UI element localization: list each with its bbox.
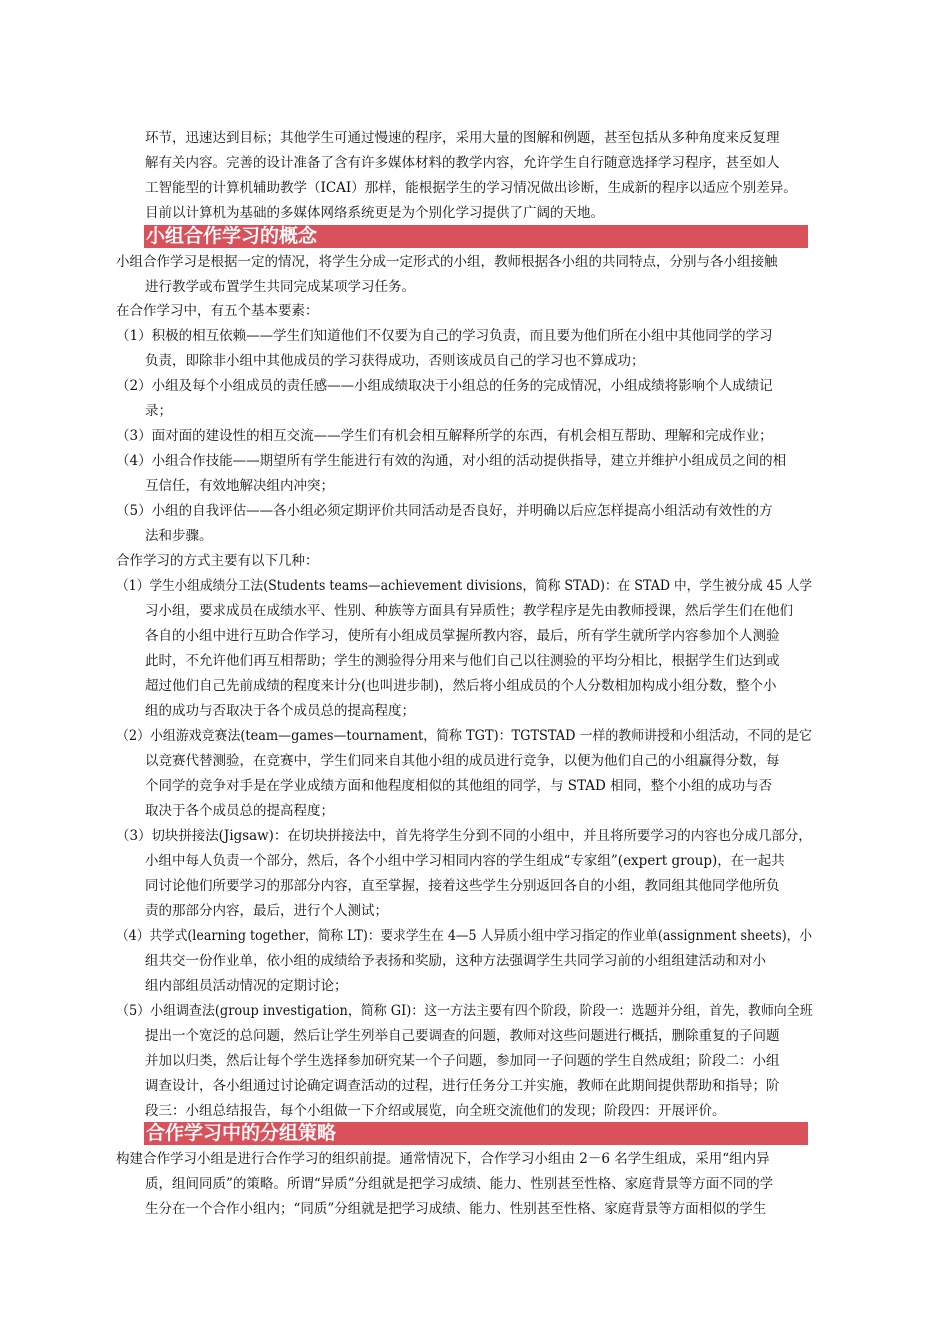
method-item-cont: 调查设计，各小组通过讨论确定调查活动的过程，进行任务分工并实施，教师在此期间提供帮助和指导；阶 xyxy=(145,1078,780,1094)
element-item-cont: 法和步骤。 xyxy=(145,528,213,544)
method-item-cont: 责的那部分内容，最后，进行个人测试； xyxy=(145,903,388,919)
element-item-cont: 负责，即除非小组中其他成员的学习获得成功，否则该成员自己的学习也不算成功； xyxy=(145,353,645,369)
element-item-cont: 录； xyxy=(145,403,172,419)
method-item-cont: 小组中每人负责一个部分，然后，各个小组中学习相同内容的学生组成“专家组”(expert group)，在一起共 xyxy=(145,853,785,869)
method-item-cont: 取决于各个成员总的提高程度； xyxy=(145,803,334,819)
method-item-cont: 以竞赛代替测验，在竞赛中，学生们同来自其他小组的成员进行竞争，以便为他们自己的小组赢得分数，每 xyxy=(145,753,780,769)
method-item: （4）共学式(learning together，简称 LT)：要求学生在 4—5 人异质小组中学习指定的作业单(assignment sheets)，小 xyxy=(116,928,812,944)
element-item: （1）积极的相互依赖——学生们知道他们不仅要为自己的学习负责，而且要为他们所在小组中其他同学的学习 xyxy=(116,328,773,344)
method-item-cont: 组的成功与否取决于各个成员总的提高程度； xyxy=(145,703,415,719)
section-heading-concept: 小组合作学习的概念 xyxy=(144,225,808,248)
method-item-cont: 超过他们自己先前成绩的程度来计分(也叫进步制)，然后将小组成员的个人分数相加构成小组分数，整个小 xyxy=(145,678,777,694)
method-item-cont: 并加以归类，然后让每个学生选择参加研究某一个子问题，参加同一子问题的学生自然成组；阶段二：小组 xyxy=(145,1053,780,1069)
grouping-line: 质，组间同质”的策略。所谓“异质”分组就是把学习成绩、能力、性别甚至性格、家庭背景等方面不同的学 xyxy=(145,1176,774,1192)
grouping-line: 生分在一个合作小组内；“同质”分组就是把学习成绩、能力、性别甚至性格、家庭背景等方面相似的学生 xyxy=(145,1201,767,1217)
intro-line: 解有关内容。完善的设计准备了含有许多媒体材料的教学内容，允许学生自行随意选择学习程序，甚至如人 xyxy=(145,155,780,171)
method-item-cont: 组内部组员活动情况的定期讨论； xyxy=(145,978,348,994)
intro-line: 环节，迅速达到目标；其他学生可通过慢速的程序，采用大量的图解和例题，甚至包括从多种角度来反复理 xyxy=(145,130,780,146)
method-item: （3）切块拼接法(Jigsaw)：在切块拼接法中，首先将学生分到不同的小组中，并且将所要学习的内容也分成几部分， xyxy=(116,828,812,844)
method-item-cont: 提出一个宽泛的总问题，然后让学生列举自己要调查的问题，教师对这些问题进行概括，删除重复的子问题 xyxy=(145,1028,780,1044)
element-item: （5）小组的自我评估——各小组必须定期评价共同活动是否良好，并明确以后应怎样提高小组活动有效性的方 xyxy=(116,503,773,519)
method-item-cont: 组共交一份作业单，依小组的成绩给予表扬和奖励，这种方法强调学生共同学习前的小组组建活动和对小 xyxy=(145,953,766,969)
definition-line: 进行教学或布置学生共同完成某项学习任务。 xyxy=(145,279,415,295)
method-item-cont: 同讨论他们所要学习的那部分内容，直至掌握，接着这些学生分别返回各自的小组，教同组其他同学他所负 xyxy=(145,878,780,894)
method-item: （2）小组游戏竞赛法(team—games—tournament，简称 TGT)：TGTSTAD 一样的教师讲授和小组活动，不同的是它 xyxy=(116,728,812,744)
method-item-cont: 习小组，要求成员在成绩水平、性别、种族等方面具有异质性；教学程序是先由教师授课，然后学生们在他们 xyxy=(145,603,793,619)
grouping-line: 构建合作学习小组是进行合作学习的组织前提。通常情况下，合作学习小组由 2－6 名学生组成，采用“组内异 xyxy=(116,1151,770,1167)
elements-intro: 在合作学习中，有五个基本要素： xyxy=(116,303,319,319)
method-item: （5）小组调查法(group investigation，简称 GI)：这一方法主要有四个阶段，阶段一：选题并分组，首先，教师向全班 xyxy=(116,1003,813,1019)
method-item-cont: 个同学的竞争对手是在学业成绩方面和他程度相似的其他组的同学，与 STAD 相同，整个小组的成功与否 xyxy=(145,778,773,794)
methods-intro: 合作学习的方式主要有以下几种： xyxy=(116,553,319,569)
element-item: （2）小组及每个小组成员的责任感——小组成绩取决于小组总的任务的完成情况，小组成绩将影响个人成绩记 xyxy=(116,378,773,394)
method-item-cont: 段三：小组总结报告，每个小组做一下介绍或展览，向全班交流他们的发现；阶段四：开展评价。 xyxy=(145,1103,726,1119)
section-heading-grouping: 合作学习中的分组策略 xyxy=(144,1122,808,1145)
element-item: （4）小组合作技能——期望所有学生能进行有效的沟通，对小组的活动提供指导，建立并维护小组成员之间的相 xyxy=(116,453,787,469)
intro-line: 工智能型的计算机辅助教学（ICAI）那样，能根据学生的学习情况做出诊断，生成新的程序以适应个别差异。 xyxy=(145,180,797,196)
method-item: （1）学生小组成绩分工法(Students teams—achievement divisions，简称 STAD)：在 STAD 中，学生被分成 45 人学 xyxy=(116,578,813,594)
element-item: （3）面对面的建设性的相互交流——学生们有机会相互解释所学的东西，有机会相互帮助、理解和完成作业； xyxy=(116,428,773,444)
definition-line: 小组合作学习是根据一定的情况，将学生分成一定形式的小组，教师根据各小组的共同特点，分别与各小组接触 xyxy=(116,254,778,270)
method-item-cont: 此时，不允许他们再互相帮助；学生的测验得分用来与他们自己以往测验的平均分相比，根据学生们达到或 xyxy=(145,653,780,669)
element-item-cont: 互信任，有效地解决组内冲突； xyxy=(145,478,334,494)
method-item-cont: 各自的小组中进行互助合作学习，使所有小组成员掌握所教内容，最后，所有学生就所学内容参加个人测验 xyxy=(145,628,780,644)
intro-line: 目前以计算机为基础的多媒体网络系统更是为个别化学习提供了广阔的天地。 xyxy=(145,205,604,221)
